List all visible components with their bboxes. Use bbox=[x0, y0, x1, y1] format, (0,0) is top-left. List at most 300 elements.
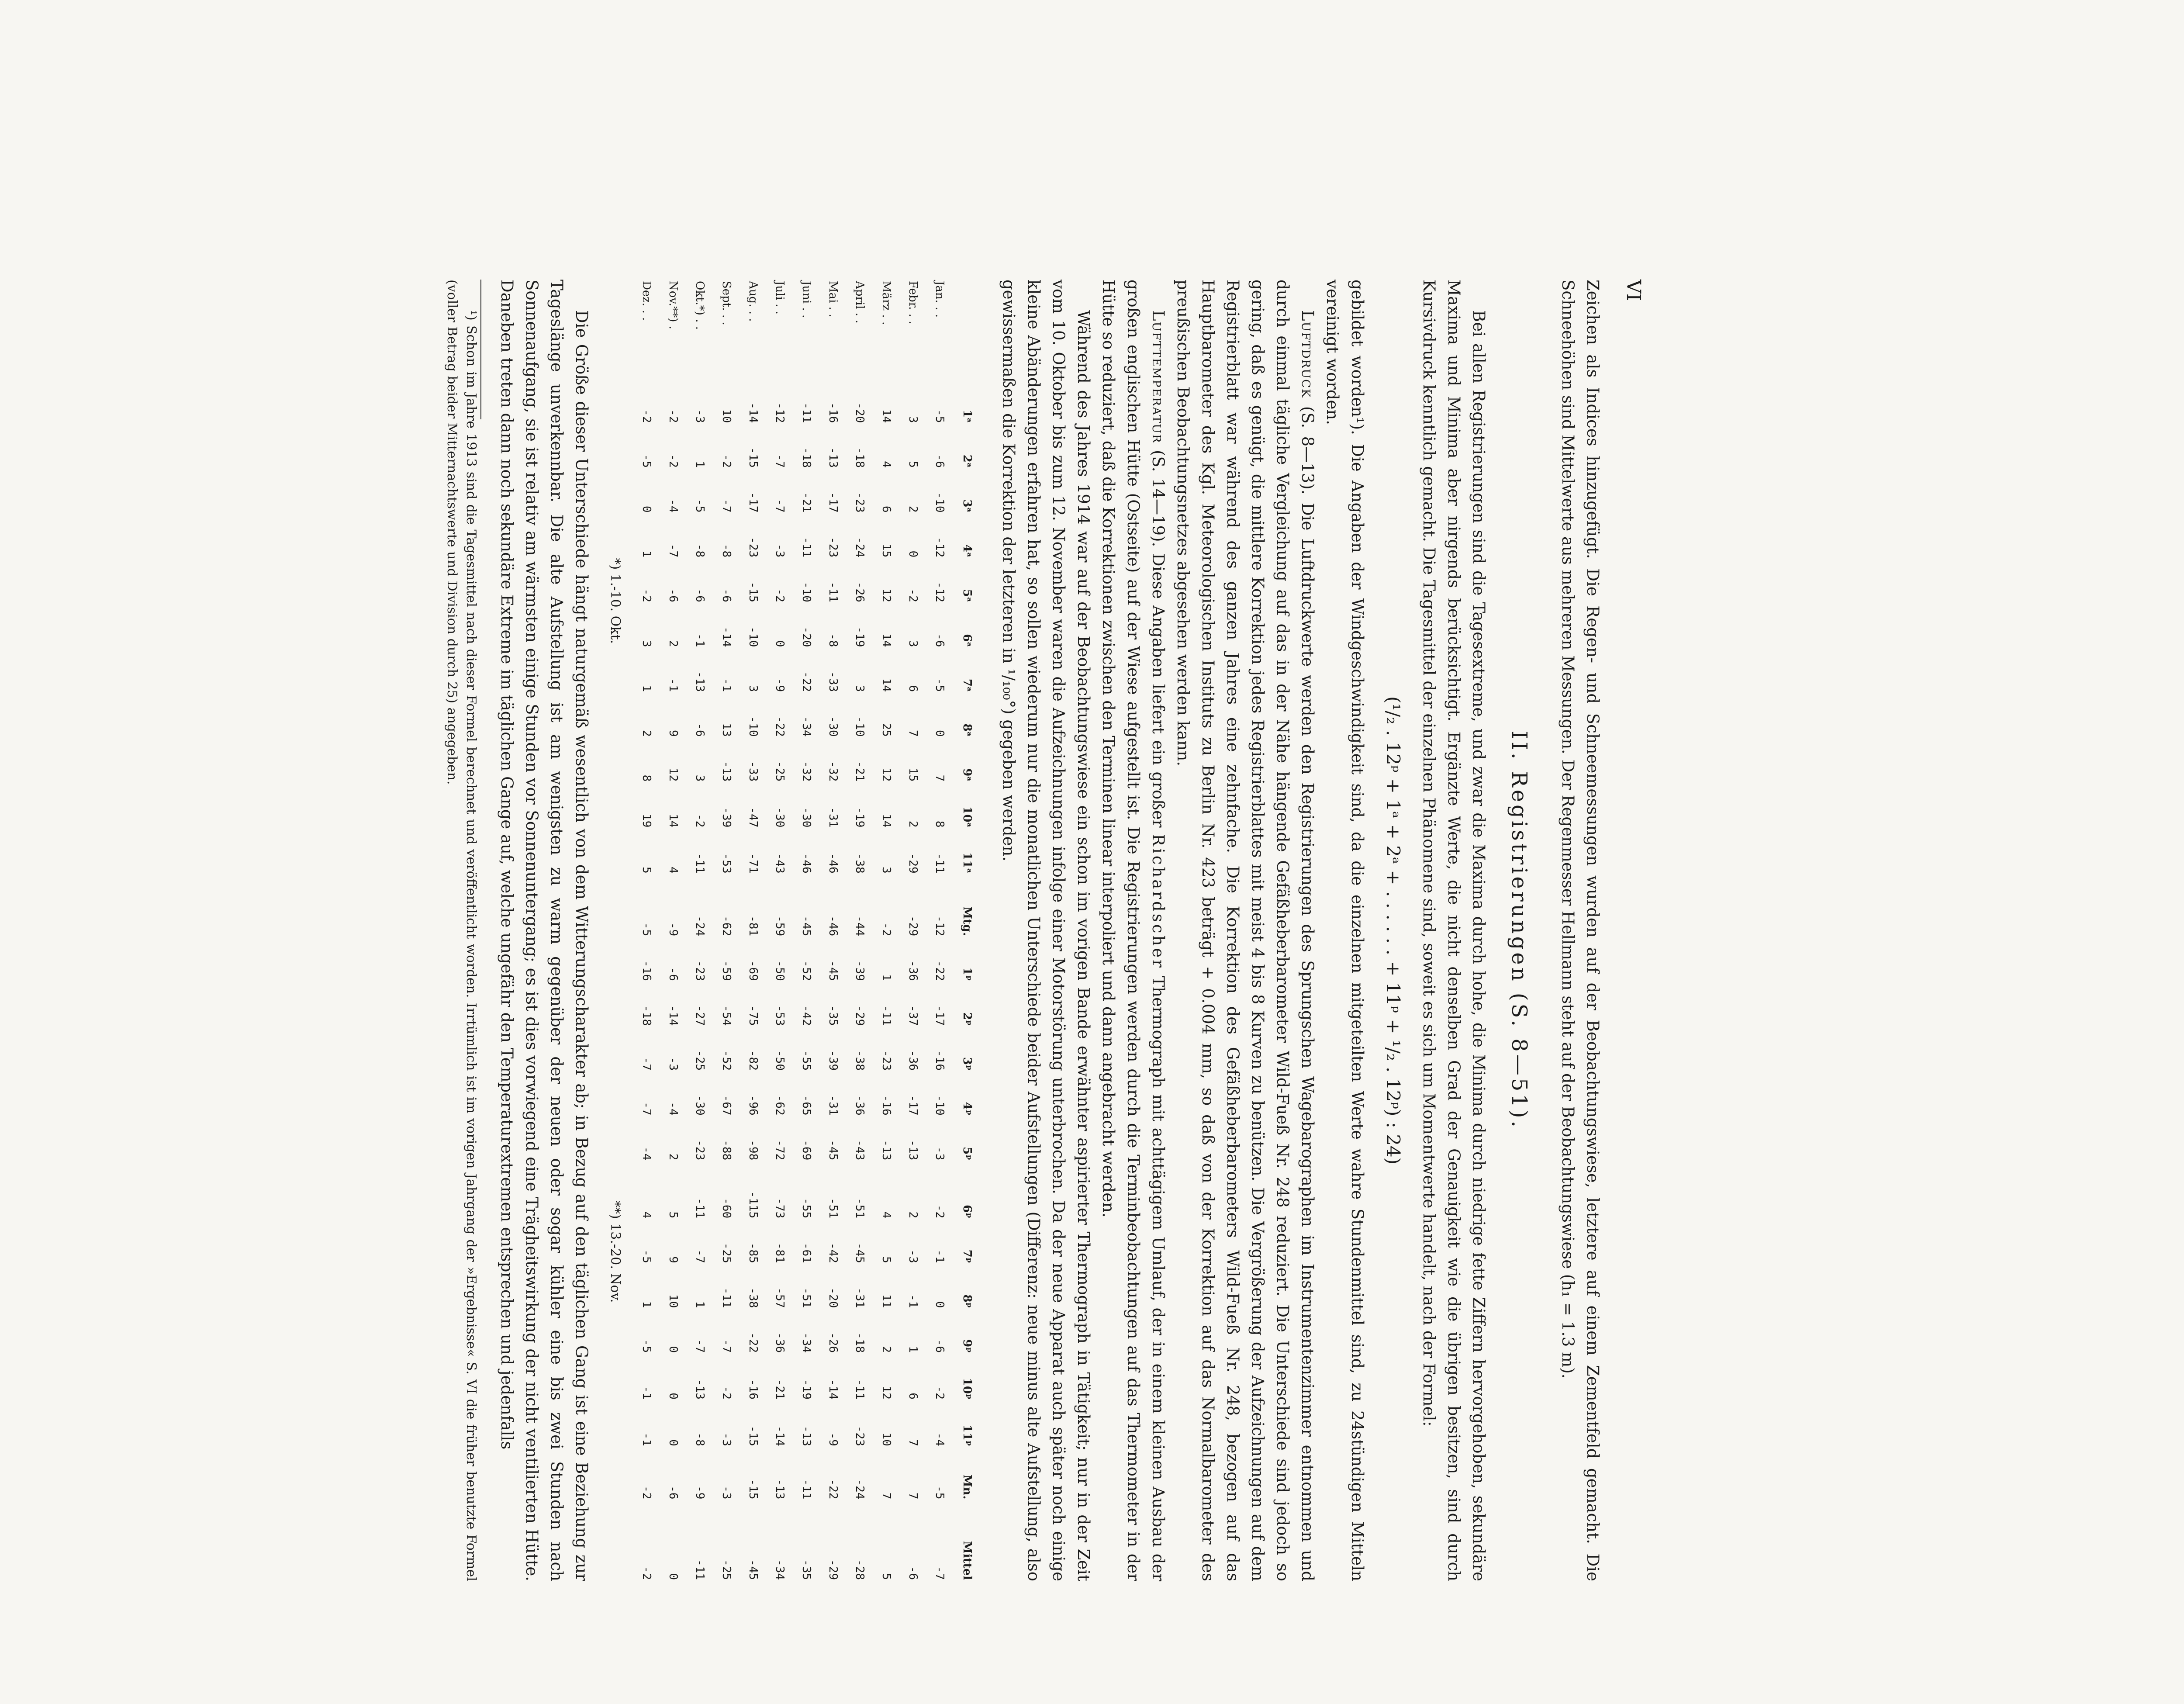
table-cell: 0 bbox=[933, 729, 946, 737]
paragraph-luftdruck bbox=[1171, 280, 1320, 1581]
table-cell: -10 bbox=[800, 581, 813, 602]
table-cell: 1 bbox=[693, 461, 706, 468]
table-cell: -22 bbox=[800, 671, 813, 692]
table-cell: -36 bbox=[853, 1095, 866, 1116]
table-cell: 3 bbox=[693, 774, 706, 782]
table-cell: -10 bbox=[746, 716, 760, 737]
table-cell: 5 bbox=[906, 461, 919, 468]
table-cell: -7 bbox=[773, 454, 786, 468]
table-cell: 0 bbox=[640, 505, 653, 513]
table-cell: -19 bbox=[800, 1379, 813, 1400]
table-cell: -45 bbox=[800, 916, 813, 937]
table-row bbox=[713, 280, 740, 1581]
paragraph-groesse: Die Größe dieser Unterschiede hängt naturgemäß wesentlich von dem Witterungscharakter ab; in Bezug auf den täglichen Gang ist eine Beziehung zur Tageslänge unverkennbar. Die alte Aufstellung ist am wenigsten zu warm gegenüber der neuen oder sogar kühler eine bis zwei Stunden nach Sonnenaufgang, sie ist relativ am wärmsten einige Stunden vor Sonnenuntergang; es ist dies vorwiegend eine Trägheitswirkung der nicht ventilierten Hütte. Daneben treten dann noch sekundäre Extreme im täglichen Gange auf, welche ungefähr den Temperaturextremen entsprechen und jedenfalls bbox=[498, 280, 591, 1581]
table-cell: -4 bbox=[667, 1102, 680, 1116]
table-row bbox=[633, 280, 660, 1581]
column-header: 5ᵃ bbox=[961, 589, 974, 602]
month-label: April . . bbox=[853, 281, 866, 324]
column-header: 7ᵃ bbox=[961, 678, 974, 692]
table-cell: -20 bbox=[853, 402, 866, 423]
column-header: 2ᵖ bbox=[961, 1012, 974, 1026]
table-cell: -55 bbox=[800, 1050, 813, 1071]
table-cell: -23 bbox=[693, 960, 706, 981]
table-cell: -5 bbox=[933, 1486, 946, 1500]
table-body bbox=[633, 280, 953, 1581]
table-cell: 1 bbox=[906, 1346, 919, 1353]
table-cell: -10 bbox=[933, 492, 946, 513]
table-cell: -13 bbox=[800, 1425, 813, 1446]
table-cell: -52 bbox=[720, 1050, 733, 1071]
table-cell: -34 bbox=[800, 716, 813, 737]
table-cell: -1 bbox=[693, 633, 706, 647]
table-cell: -37 bbox=[906, 1005, 919, 1026]
table-row bbox=[686, 280, 713, 1581]
table-cell: -12 bbox=[933, 537, 946, 558]
table-cell: -8 bbox=[720, 543, 733, 558]
table-cell: -5 bbox=[693, 499, 706, 513]
table-cell: -6 bbox=[667, 588, 680, 602]
table-cell: -19 bbox=[853, 626, 866, 647]
table-row bbox=[660, 280, 686, 1581]
table-cell: 1 bbox=[640, 550, 653, 558]
table-cell: -11 bbox=[880, 1005, 893, 1026]
paragraph-registrierungen: Bei allen Registrierungen sind die Tagesextreme, und zwar die Maxima durch hohe, die Minima durch niedrige fette Ziffern hervorgehoben, sekundäre Maxima und Minima aber nirgends berücksichtigt. Ergänzte Werte, die nicht denselben Grad der Genauigkeit wie die übrigen besitzen, sind durch Kursivdruck kenntlich gemacht. Die Tagesmittel der einzelnen Phänomene sind, soweit es sich um Momentwerte handelt, nach der Formel: bbox=[1420, 280, 1488, 1581]
table-cell: 12 bbox=[880, 1386, 893, 1400]
table-cell: -81 bbox=[773, 1242, 786, 1263]
table-cell: -69 bbox=[746, 960, 760, 981]
table-cell: -7 bbox=[693, 1249, 706, 1263]
table-cell: -28 bbox=[853, 1559, 866, 1580]
table-cell: -34 bbox=[773, 1559, 786, 1580]
month-label: Dez. . . bbox=[640, 281, 653, 321]
table-cell: -9 bbox=[693, 1486, 706, 1500]
table-cell: -12 bbox=[773, 402, 786, 423]
table-cell: -18 bbox=[640, 1005, 653, 1026]
table-cell: -17 bbox=[746, 492, 760, 513]
table-cell: -24 bbox=[853, 537, 866, 558]
table-cell: 6 bbox=[906, 685, 919, 692]
table-cell: -62 bbox=[720, 916, 733, 937]
table-cell: -32 bbox=[826, 761, 840, 782]
table-cell: -14 bbox=[746, 402, 760, 423]
table-cell: -22 bbox=[746, 1332, 760, 1353]
table-cell: -1 bbox=[906, 1294, 919, 1308]
table-cell: -13 bbox=[720, 761, 733, 782]
table-cell: -27 bbox=[693, 1005, 706, 1026]
table-cell: -7 bbox=[640, 1057, 653, 1071]
table-cell: 14 bbox=[667, 814, 680, 828]
table-cell: -20 bbox=[826, 1287, 840, 1308]
table-cell: -25 bbox=[720, 1559, 733, 1580]
table-cell: -2 bbox=[933, 1204, 946, 1219]
table-cell: -15 bbox=[746, 1479, 760, 1500]
column-header: 1ᵖ bbox=[961, 967, 974, 981]
table-cell: -7 bbox=[720, 499, 733, 513]
table-cell: 11 bbox=[880, 1294, 893, 1308]
month-label: Sept. . . bbox=[720, 281, 733, 325]
table-cell: -53 bbox=[773, 1005, 786, 1026]
table-cell: -43 bbox=[773, 853, 786, 874]
column-header: 4ᵖ bbox=[961, 1102, 974, 1116]
table-cell: 7 bbox=[906, 1439, 919, 1446]
table-cell: -59 bbox=[773, 916, 786, 937]
table-cell: -21 bbox=[800, 492, 813, 513]
month-label: Nov.**) . bbox=[667, 281, 680, 329]
column-header: 6ᵃ bbox=[961, 634, 974, 647]
table-cell: -45 bbox=[826, 1140, 840, 1161]
table-cell: -45 bbox=[853, 1242, 866, 1263]
table-cell: 14 bbox=[880, 814, 893, 828]
table-cell: -13 bbox=[826, 447, 840, 468]
table-cell: -1 bbox=[640, 1432, 653, 1446]
table-cell: -35 bbox=[826, 1005, 840, 1026]
table-cell: -17 bbox=[826, 492, 840, 513]
table-cell: 5 bbox=[880, 1573, 893, 1580]
table-cell: -2 bbox=[693, 814, 706, 828]
table-cell: -7 bbox=[640, 1102, 653, 1116]
column-header bbox=[953, 280, 981, 380]
table-cell: 15 bbox=[880, 543, 893, 558]
paragraph-formel-rest: gebildet worden¹). Die Angaben der Windgeschwindigkeit sind, da die einzelnen mitgeteilten Werte wahre Stundenmittel sind, zu 24stündigen Mitteln vereinigt worden. bbox=[1323, 280, 1367, 1581]
table-cell: -23 bbox=[853, 1425, 866, 1446]
table-cell: 2 bbox=[906, 1211, 919, 1219]
table-cell: -14 bbox=[826, 1379, 840, 1400]
table-cell: -16 bbox=[746, 1379, 760, 1400]
lufttemperatur-text-b: Thermograph mit achttägigem Umlauf, der in einem kleinen Ausbau der großen englischen Hütte (Ostseite) auf der Wiese aufgestellt ist. Die Registrierungen werden durch die Terminbeobachtungen auf das Thermometer in der Hütte so reduziert, daß die Korrektionen zwischen den Terminen linear interpoliert und dann angebracht werden. bbox=[1099, 280, 1168, 1582]
table-cell: 2 bbox=[667, 1153, 680, 1161]
table-cell: -19 bbox=[853, 807, 866, 828]
table-cell: -1 bbox=[720, 678, 733, 692]
table-cell: 0 bbox=[667, 1573, 680, 1580]
table-cell: -15 bbox=[746, 1425, 760, 1446]
table-cell: -3 bbox=[720, 1432, 733, 1446]
table-cell: 6 bbox=[880, 505, 893, 513]
column-header: 9ᵖ bbox=[961, 1339, 974, 1353]
table-cell: -50 bbox=[773, 960, 786, 981]
table-cell: -5 bbox=[640, 1249, 653, 1263]
table-cell: -4 bbox=[640, 1146, 653, 1161]
table-cell: -2 bbox=[667, 409, 680, 423]
table-cell: -2 bbox=[720, 1386, 733, 1400]
table-cell: -33 bbox=[826, 671, 840, 692]
temperature-difference-table bbox=[633, 280, 981, 1581]
table-cell: 0 bbox=[667, 1439, 680, 1446]
column-header: 11ᵖ bbox=[961, 1424, 974, 1446]
table-cell: 14 bbox=[880, 409, 893, 423]
table-cell: -30 bbox=[800, 807, 813, 828]
table-cell: 9 bbox=[667, 1256, 680, 1263]
footnote: ¹) Schon im Jahre 1913 sind die Tagesmittel nach dieser Formel berechnet und veröffentlicht worden. Irrtümlich ist im vorigen Jahrgang der »Ergebnisse« S. VI die früher benutzte Formel (voller Betrag beider Mitternachtswerte und Division durch 25) angegeben. bbox=[444, 280, 479, 1581]
table-cell: 4 bbox=[667, 867, 680, 874]
column-header: 8ᵃ bbox=[961, 723, 974, 737]
table-cell: -11 bbox=[720, 1287, 733, 1308]
table-cell: -6 bbox=[906, 1566, 919, 1580]
column-header: 6ᵖ bbox=[961, 1205, 974, 1219]
table-cell: -34 bbox=[800, 1332, 813, 1353]
table-cell: -65 bbox=[800, 1095, 813, 1116]
table-cell: -25 bbox=[773, 761, 786, 782]
table-cell: -39 bbox=[720, 807, 733, 828]
table-cell: 14 bbox=[880, 633, 893, 647]
table-cell: -6 bbox=[933, 633, 946, 647]
table-cell: -6 bbox=[720, 588, 733, 602]
table-cell: -75 bbox=[746, 1005, 760, 1026]
table-cell: -46 bbox=[826, 853, 840, 874]
column-header: 3ᵖ bbox=[961, 1057, 974, 1071]
table-notes bbox=[603, 280, 628, 1581]
table-cell: -98 bbox=[746, 1140, 760, 1161]
table-cell: -59 bbox=[720, 960, 733, 981]
table-cell: -13 bbox=[880, 1140, 893, 1161]
table-cell: -67 bbox=[720, 1095, 733, 1116]
table-cell: -11 bbox=[693, 1198, 706, 1219]
month-label: Aug. . . bbox=[746, 281, 760, 322]
table-cell: -14 bbox=[773, 1425, 786, 1446]
table-cell: 3 bbox=[853, 685, 866, 692]
lufttemperatur-text-a: (S. 14—19). Diese Angaben liefert ein großer bbox=[1149, 450, 1168, 828]
table-cell: -16 bbox=[933, 1050, 946, 1071]
column-header: 11ᵃ bbox=[961, 852, 974, 874]
table-cell: -42 bbox=[826, 1242, 840, 1263]
table-cell: -7 bbox=[693, 1339, 706, 1353]
table-cell: -13 bbox=[773, 1479, 786, 1500]
table-cell: 12 bbox=[880, 767, 893, 782]
month-label: Juli . . bbox=[773, 281, 786, 315]
luftdruck-text: (S. 8—13). Die Luftdruckwerte werden den Registrierungen des Sprungschen Wagebarographen im Instrumentenzimmer entnommen und durch einmal tägliche Vergleichung auf das in der Nähe hängende Gefäßheberbarometer Wild-Fueß Nr. 248 reduziert. Die Unterschiede sind jedoch so gering, daß es genügt, die mittlere Korrektion jedes Registrierblattes mit meist 4 bis 8 Kurven zu benützen. Die Vergrößerung der Aufzeichnungen auf dem Registrierblatt war während des ganzen Jahres eine zehnfache. Die Korrektion des Gefäßheberbarometers Wild-Fueß Nr. 248, bezogen auf das Hauptbarometer des Kgl. Meteorologischen Instituts zu Berlin Nr. 423 beträgt + 0.004 mm, so daß von der Korrektion auf das Normalbarometer des preußischen Beobachtungsnetzes abgesehen werden kann. bbox=[1174, 280, 1317, 1582]
table-cell: -22 bbox=[933, 960, 946, 981]
table-cell: -73 bbox=[773, 1198, 786, 1219]
daily-mean-formula: (¹/₂ . 12ᵖ + 1ᵃ + 2ᵃ + . . . . . . + 11ᵖ + ¹/₂ . 12ᵖ) : 24) bbox=[1382, 696, 1404, 1165]
table-row bbox=[846, 280, 873, 1581]
table-cell: -31 bbox=[826, 1095, 840, 1116]
column-header: 9ᵃ bbox=[961, 768, 974, 782]
table-cell: 7 bbox=[906, 729, 919, 737]
table-cell: 0 bbox=[667, 1346, 680, 1353]
table-row bbox=[873, 280, 899, 1581]
table-cell: 8 bbox=[640, 774, 653, 782]
table-cell: -29 bbox=[906, 916, 919, 937]
footnote-rule bbox=[480, 280, 481, 419]
column-header: Mn. bbox=[961, 1474, 974, 1500]
table-cell: 13 bbox=[720, 723, 733, 737]
table-cell: 9 bbox=[667, 729, 680, 737]
table-cell: -12 bbox=[933, 916, 946, 937]
table-row bbox=[899, 280, 926, 1581]
table-cell: -8 bbox=[693, 1432, 706, 1446]
table-cell: -3 bbox=[720, 1486, 733, 1500]
table-cell: 0 bbox=[667, 1393, 680, 1400]
table-cell: -6 bbox=[667, 1486, 680, 1500]
table-cell: -25 bbox=[693, 1050, 706, 1071]
table-row bbox=[766, 280, 793, 1581]
table-cell: -82 bbox=[746, 1050, 760, 1071]
table-cell: -31 bbox=[826, 807, 840, 828]
table-cell: -10 bbox=[933, 1095, 946, 1116]
column-header: 1ᵃ bbox=[961, 410, 974, 423]
table-note-okt: *) 1.-10. Okt. bbox=[608, 558, 623, 644]
column-header: 10ᵃ bbox=[961, 806, 974, 828]
rotated-page bbox=[352, 280, 1645, 1581]
table-cell: -11 bbox=[693, 1559, 706, 1580]
table-cell: -11 bbox=[933, 853, 946, 874]
table-cell: -46 bbox=[826, 916, 840, 937]
table-cell: -11 bbox=[800, 537, 813, 558]
table-cell: -47 bbox=[746, 807, 760, 828]
table-cell: -39 bbox=[853, 960, 866, 981]
table-cell: 25 bbox=[880, 723, 893, 737]
table-cell: -3 bbox=[773, 543, 786, 558]
table-cell: -29 bbox=[853, 1005, 866, 1026]
table-cell: -2 bbox=[906, 588, 919, 602]
table-cell: -29 bbox=[906, 853, 919, 874]
table-cell: -9 bbox=[826, 1432, 840, 1446]
table-cell: -46 bbox=[800, 853, 813, 874]
table-cell: 7 bbox=[880, 1492, 893, 1500]
table-cell: -52 bbox=[800, 960, 813, 981]
table-cell: -36 bbox=[906, 960, 919, 981]
table-cell: -72 bbox=[773, 1140, 786, 1161]
table-cell: -62 bbox=[773, 1095, 786, 1116]
table-row bbox=[926, 280, 953, 1581]
table-cell: 4 bbox=[880, 461, 893, 468]
table-cell: 12 bbox=[880, 588, 893, 602]
table-cell: 4 bbox=[640, 1211, 653, 1219]
column-header: 5ᵖ bbox=[961, 1147, 974, 1161]
table-cell: -16 bbox=[640, 960, 653, 981]
table-cell: -6 bbox=[693, 723, 706, 737]
column-header: 8ᵖ bbox=[961, 1294, 974, 1308]
table-cell: -115 bbox=[746, 1191, 760, 1219]
column-header: Mtg. bbox=[961, 906, 974, 937]
table-cell: -22 bbox=[773, 716, 786, 737]
month-label: Okt.*) . . bbox=[693, 281, 706, 330]
table-cell: -36 bbox=[906, 1050, 919, 1071]
table-cell: -11 bbox=[800, 1479, 813, 1500]
table-cell: -18 bbox=[800, 447, 813, 468]
column-header: 3ᵃ bbox=[961, 499, 974, 513]
table-cell: -24 bbox=[853, 1479, 866, 1500]
table-cell: -10 bbox=[746, 626, 760, 647]
table-cell: -7 bbox=[773, 499, 786, 513]
table-cell: 14 bbox=[880, 678, 893, 692]
table-cell: -2 bbox=[880, 922, 893, 937]
table-cell: -55 bbox=[800, 1198, 813, 1219]
table-cell: -6 bbox=[933, 1339, 946, 1353]
table-cell: -21 bbox=[773, 1379, 786, 1400]
richard-name: Richardscher bbox=[1149, 834, 1168, 970]
table-cell: -96 bbox=[746, 1095, 760, 1116]
table-cell: -30 bbox=[826, 716, 840, 737]
table-cell: -5 bbox=[933, 678, 946, 692]
table-row bbox=[740, 280, 766, 1581]
table-cell: -81 bbox=[746, 916, 760, 937]
table-cell: -14 bbox=[720, 626, 733, 647]
table-cell: -5 bbox=[640, 454, 653, 468]
table-cell: 0 bbox=[933, 1301, 946, 1308]
section-title: II. Registrierungen (S. 8—51). bbox=[1507, 731, 1531, 1130]
table-cell: -51 bbox=[853, 1198, 866, 1219]
table-note-nov: **) 13.-20. Nov. bbox=[608, 1200, 623, 1303]
table-cell: -26 bbox=[853, 581, 866, 602]
table-cell: 3 bbox=[906, 640, 919, 647]
table-cell: -1 bbox=[933, 1249, 946, 1263]
table-cell: -45 bbox=[746, 1559, 760, 1580]
table-cell: -2 bbox=[720, 454, 733, 468]
table-cell: -2 bbox=[667, 454, 680, 468]
table-cell: -2 bbox=[640, 1486, 653, 1500]
table-cell: -2 bbox=[933, 1386, 946, 1400]
table-cell: 2 bbox=[906, 505, 919, 513]
table-cell: 4 bbox=[880, 1211, 893, 1219]
table-cell: -14 bbox=[667, 1005, 680, 1026]
table-cell: -13 bbox=[693, 671, 706, 692]
page-number: VI bbox=[1622, 280, 1645, 301]
column-header: 10ᵖ bbox=[961, 1378, 974, 1400]
paragraph-lufttemperatur bbox=[1096, 280, 1171, 1581]
table-cell: -23 bbox=[826, 537, 840, 558]
table-cell: -7 bbox=[720, 1339, 733, 1353]
table-cell: 7 bbox=[906, 1492, 919, 1500]
table-cell: -29 bbox=[826, 1559, 840, 1580]
table-cell: -13 bbox=[693, 1379, 706, 1400]
table-cell: -39 bbox=[826, 1050, 840, 1071]
page-body bbox=[442, 280, 1605, 1581]
table-cell: 5 bbox=[880, 1256, 893, 1263]
table-cell: -60 bbox=[720, 1198, 733, 1219]
table-cell: -3 bbox=[667, 1057, 680, 1071]
table-cell: 2 bbox=[906, 820, 919, 828]
table-cell: -2 bbox=[640, 588, 653, 602]
table-cell: -38 bbox=[853, 853, 866, 874]
table-cell: -6 bbox=[667, 967, 680, 981]
column-header: 2ᵃ bbox=[961, 454, 974, 468]
table-cell: -11 bbox=[826, 581, 840, 602]
table-cell: -51 bbox=[800, 1287, 813, 1308]
table-cell: -38 bbox=[746, 1287, 760, 1308]
column-header: 4ᵃ bbox=[961, 544, 974, 558]
paragraph-jahr-1914: Während des Jahres 1914 war auf der Beobachtungswiese ein schon im vorigen Bande erwähnter aspirierter Thermograph in Tätigkeit; nur in der Zeit vom 10. Oktober bis zum 12. November waren die Aufzeichnungen infolge einer Motorstörung unterbrochen. Da der neue Apparat auch später noch einige kleine Abänderungen erfahren hat, so sollen wiederum nur die monatlichen Unterschiede beider Aufstellungen (Differenz: neue minus alte Aufstellung, also gewissermaßen die Korrektion der letzteren in ¹/₁₀₀°) gegeben werden. bbox=[999, 280, 1093, 1581]
month-label: Mai . . bbox=[826, 281, 840, 318]
table-cell: -51 bbox=[826, 1198, 840, 1219]
table-cell: -26 bbox=[826, 1332, 840, 1353]
month-label: Juni . . bbox=[800, 281, 813, 318]
table-cell: 3 bbox=[746, 685, 760, 692]
table-cell: -35 bbox=[800, 1559, 813, 1580]
table-cell: -21 bbox=[853, 761, 866, 782]
table-cell: 0 bbox=[906, 550, 919, 558]
table-cell: 1 bbox=[880, 974, 893, 981]
table-cell: -8 bbox=[826, 633, 840, 647]
table-cell: -2 bbox=[640, 409, 653, 423]
month-label: März . . bbox=[880, 281, 893, 325]
table-cell: 3 bbox=[640, 640, 653, 647]
table-cell: -38 bbox=[853, 1050, 866, 1071]
table-cell: -24 bbox=[693, 916, 706, 937]
month-label: Jan. . . bbox=[933, 281, 946, 318]
table-cell: -18 bbox=[853, 1332, 866, 1353]
table-cell: 3 bbox=[906, 416, 919, 423]
table-cell: -71 bbox=[746, 853, 760, 874]
table-cell: 10 bbox=[720, 409, 733, 423]
table-cell: -9 bbox=[773, 678, 786, 692]
table-cell: -11 bbox=[853, 1379, 866, 1400]
table-cell: -17 bbox=[906, 1095, 919, 1116]
table-cell: 10 bbox=[880, 1432, 893, 1446]
table-cell: -30 bbox=[693, 1095, 706, 1116]
table-cell: -33 bbox=[746, 761, 760, 782]
table-cell: 1 bbox=[693, 1301, 706, 1308]
table-cell: -11 bbox=[800, 402, 813, 423]
